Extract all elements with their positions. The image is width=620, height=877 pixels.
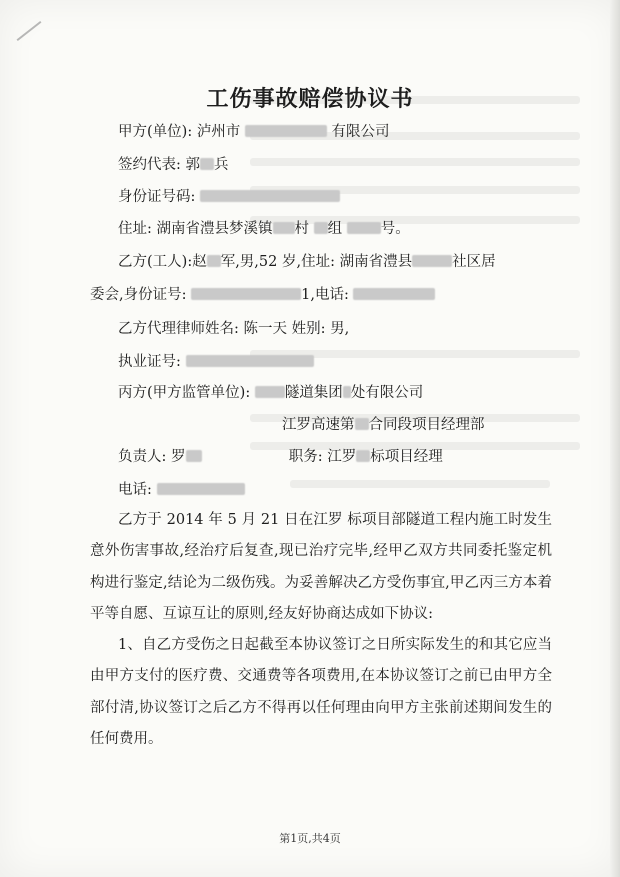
license-label: 执业证号: xyxy=(118,354,181,370)
address-a-label: 住址: xyxy=(118,221,152,237)
signatory-line xyxy=(118,153,229,174)
address-a-line xyxy=(118,217,410,238)
party-b-id-label: 委会,身份证号: xyxy=(90,287,187,303)
address-a-suffix: 号。 xyxy=(380,221,410,237)
party-a-name-prefix: 泸州市 xyxy=(196,124,241,140)
redaction xyxy=(356,450,370,462)
redaction xyxy=(347,222,381,234)
redaction xyxy=(412,255,452,267)
show-through xyxy=(290,480,550,488)
lawyer-line: 乙方代理律师姓名: 陈一天 姓别: 男, xyxy=(118,321,350,337)
phone-line xyxy=(118,478,245,499)
party-b-prefix: 乙方(工人):赵 xyxy=(118,254,207,270)
signatory-suffix: 兵 xyxy=(214,157,229,173)
license-line xyxy=(118,350,314,371)
party-b-line-1 xyxy=(118,250,496,271)
post-suffix: 标项目经理 xyxy=(370,449,443,465)
redaction xyxy=(255,386,285,398)
party-c-label: 丙方(甲方监管单位): xyxy=(118,385,251,401)
post-label: 职务: 江罗 xyxy=(288,449,357,465)
party-a-label: 甲方(单位): xyxy=(118,124,193,140)
signatory-prefix: 郭 xyxy=(185,157,200,173)
redaction xyxy=(186,355,314,367)
page-edge xyxy=(610,0,620,877)
redaction xyxy=(200,158,214,170)
party-a-name-suffix: 有限公司 xyxy=(331,124,390,140)
party-c-line2-suffix: 合同段项目经理部 xyxy=(368,417,485,433)
clause-1: 1、自乙方受伤之日起截至本协议签订之日所实际发生的和其它应当由甲方支付的医疗费、交通费等各项费用,在本协议签订之前已由甲方全部付清,协议签订之后乙方不得再以任何理由向甲方主张前述期间发生的任何费用。 xyxy=(90,637,552,748)
redaction xyxy=(355,418,369,430)
party-b-phone-label: 1,电话: xyxy=(301,287,349,303)
redaction xyxy=(245,125,327,137)
person-in-charge-label: 负责人: 罗 xyxy=(118,449,186,465)
party-b-line-2 xyxy=(90,283,435,304)
address-a-prefix: 湖南省澧县梦溪镇 xyxy=(156,221,273,237)
show-through xyxy=(250,158,580,166)
id-a-line xyxy=(118,185,340,206)
page-footer: 第1页,共4页 xyxy=(279,832,341,845)
accident-paragraph: 乙方于 2014 年 5 月 21 日在江罗 标项目部隧道工程内施工时发生意外伤害事故,经治疗后复查,现已治疗完毕,经甲乙双方共同委托鉴定机构进行鉴定,结论为二级伤残。为妥善解决乙方受伤事宜,甲乙丙三方本着平等自愿、互谅互让的原则,经友好协商达成如下协议: xyxy=(90,512,552,623)
party-c-line-2 xyxy=(282,413,485,434)
redaction xyxy=(207,255,221,267)
redaction xyxy=(343,386,351,398)
party-c-line-1 xyxy=(118,381,423,402)
document-title: 工伤事故赔偿协议书 xyxy=(206,86,414,112)
redaction xyxy=(273,222,295,234)
signatory-label: 签约代表: xyxy=(118,157,181,173)
party-c-name-mid: 隧道集团 xyxy=(284,385,343,401)
redaction xyxy=(353,288,435,300)
address-a-mid: 村 xyxy=(294,221,309,237)
redaction xyxy=(157,483,245,495)
party-b-suffix: 社区居 xyxy=(452,254,496,270)
redaction xyxy=(191,288,301,300)
party-c-name-suffix: 处有限公司 xyxy=(350,385,424,401)
person-in-charge-line xyxy=(118,445,443,466)
redaction xyxy=(314,222,328,234)
party-c-line2-prefix: 江罗高速第 xyxy=(282,417,355,433)
address-a-mid2: 组 xyxy=(327,221,343,237)
redaction xyxy=(200,190,340,202)
party-b-mid: 军,男,52 岁,住址: 湖南省澧县 xyxy=(220,254,413,270)
id-a-label: 身份证号码: xyxy=(118,189,196,205)
redaction xyxy=(186,450,202,462)
pen-mark xyxy=(17,21,42,41)
party-a-line xyxy=(118,120,390,141)
phone-label: 电话: xyxy=(118,482,152,498)
